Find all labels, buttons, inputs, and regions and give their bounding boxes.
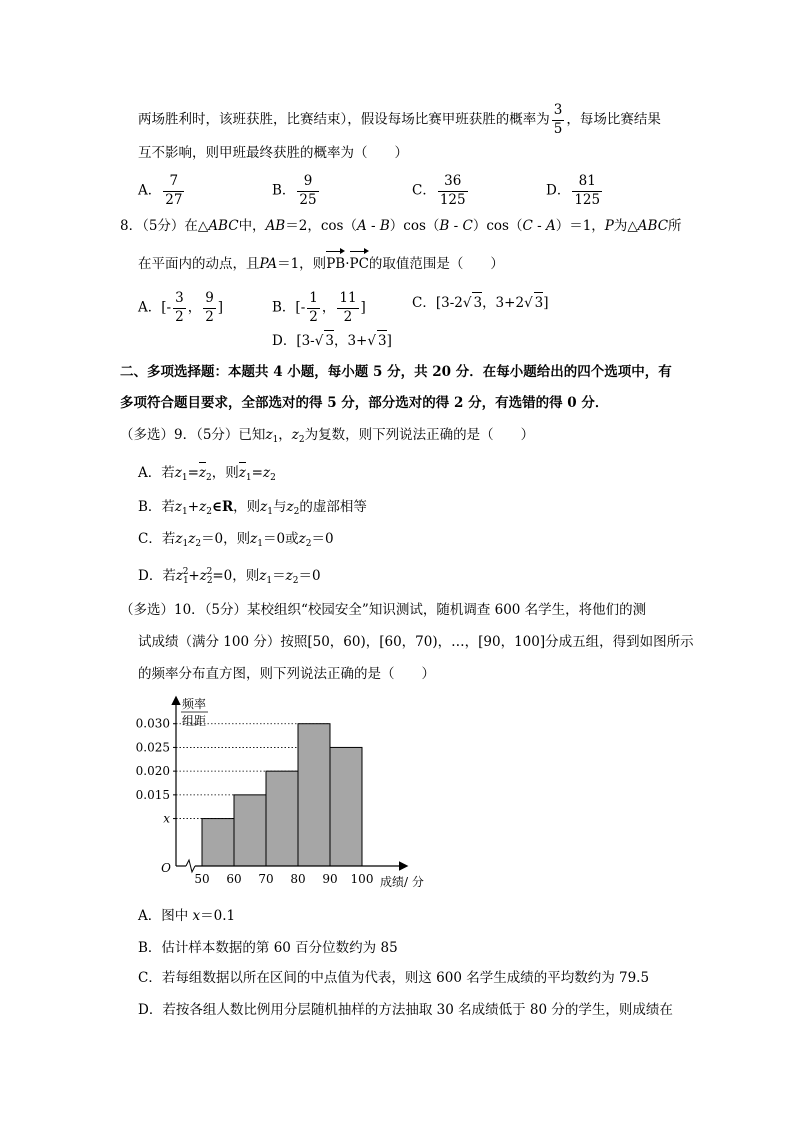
q8-text: 中， <box>238 218 266 234</box>
bracket: [ <box>161 299 167 316</box>
option-label: A．若 <box>138 465 175 481</box>
y-tick-label: 0.030 <box>135 716 170 731</box>
option-label: B． <box>138 940 162 956</box>
bracket: ] <box>360 299 366 316</box>
sqrt-radicand: 3 <box>472 292 482 313</box>
subscript: 2 <box>298 435 305 445</box>
frequency-histogram <box>130 690 460 895</box>
dot-operator: · <box>345 256 350 272</box>
y-tick-label: 0.020 <box>135 764 170 779</box>
option-text: [3-2 <box>435 295 463 311</box>
option-text: 图中 <box>161 908 193 924</box>
var-z: z <box>285 568 293 584</box>
subscript: 2 <box>293 507 300 517</box>
q9-option-a <box>138 462 276 488</box>
q8-var: P <box>604 218 614 234</box>
frac-denominator: 25 <box>299 191 317 208</box>
q7-option-a <box>138 175 186 207</box>
plus: + <box>188 568 200 584</box>
q8-text: 为△ <box>613 218 638 234</box>
option-label: B． <box>272 299 296 316</box>
subscript: 2 <box>195 539 202 549</box>
q9-option-d <box>138 562 321 591</box>
option-text: ＝0，则 <box>201 531 251 547</box>
frac-denominator: 2 <box>175 308 184 325</box>
var-z: z <box>174 499 183 515</box>
option-label: D．若 <box>138 568 176 584</box>
q8-text: ）cos（ <box>389 218 440 234</box>
option-label: D． <box>272 333 297 349</box>
frac-numerator: 3 <box>173 292 186 309</box>
var-z: z <box>250 531 258 547</box>
option-var: x <box>192 908 201 924</box>
q8-var: C <box>522 218 533 234</box>
q7-line2: 互不影响，则甲班最终获胜的概率为（ ） <box>138 145 408 161</box>
option-text: 若每组数据以所在区间的中点值为代表，则这 600 名学生成绩的平均数约为 79.5 <box>161 970 650 986</box>
conjugate <box>199 462 206 483</box>
var-z: z <box>188 531 196 547</box>
q8-var: C <box>462 218 473 234</box>
x-tick-label: 90 <box>322 872 338 886</box>
frac-numerator: 11 <box>337 292 358 309</box>
option-text: =0，则 <box>212 568 260 584</box>
q8-var: A <box>545 218 556 234</box>
option-text: ] <box>543 295 549 311</box>
q9-text: （多选）9．（5分）已知 <box>120 427 266 443</box>
histogram-bar <box>330 747 362 866</box>
q8-text: 的取值范围是（ ） <box>368 256 504 272</box>
sqrt-radicand: 3 <box>324 330 334 351</box>
option-label: C． <box>412 182 436 199</box>
frac-numerator: 9 <box>203 292 216 309</box>
fraction <box>163 175 184 207</box>
subscript: 2 <box>305 539 312 549</box>
option-text: + <box>187 499 200 515</box>
histogram-bar <box>266 771 298 866</box>
histogram-bar <box>234 795 266 866</box>
var-z: z <box>286 499 294 515</box>
section-2-header-line2: 多项符合题目要求，全部选对的得 5 分，部分选对的得 2 分，有选错的得 0 分． <box>120 395 609 411</box>
q9-text: ， <box>278 427 292 443</box>
q9-text: 为复数，则下列说法正确的是（ ） <box>304 427 535 443</box>
vector-pc: PC <box>350 250 369 274</box>
q8-var: AB <box>265 218 286 234</box>
q7-option-d <box>546 175 604 207</box>
option-label: D． <box>546 182 571 199</box>
subscript: 1 <box>182 507 188 517</box>
var-z: z <box>175 531 183 547</box>
q10-line1: （多选）10．（5分）某校组织“校园安全”知识测试，随机调查 600 名学生，将他们的测 <box>120 602 647 618</box>
subscript: 1 <box>257 539 264 549</box>
frac-numerator: 3 <box>552 104 565 121</box>
option-label: C． <box>138 970 162 986</box>
origin-label: O <box>161 861 171 875</box>
subscript: 2 <box>206 576 213 586</box>
q9-option-c <box>138 529 334 554</box>
var-z: z <box>238 465 246 481</box>
q7-option-c <box>412 175 470 207</box>
frac-denominator: 125 <box>439 191 466 208</box>
fraction <box>438 175 468 207</box>
option-text: ∈R <box>211 499 234 515</box>
subscript: 1 <box>267 507 274 517</box>
y-tick-label: 0.015 <box>135 787 170 802</box>
frac-numerator: 9 <box>297 175 318 192</box>
option-text: 估计样本数据的第 60 百分位数约为 85 <box>161 940 398 956</box>
option-text: 的虚部相等 <box>299 499 367 515</box>
var-z: z <box>265 427 273 443</box>
fraction <box>173 292 186 324</box>
subscript: 1 <box>182 539 189 549</box>
var-z: z <box>298 531 306 547</box>
option-label: C． <box>412 295 436 311</box>
q8-line2 <box>138 250 504 274</box>
frac-denominator: 27 <box>165 191 183 208</box>
var-z: z <box>198 465 207 481</box>
option-label: A． <box>138 299 162 316</box>
q8-option-c: C．[3-2√ 3，3+2√ 3] <box>412 292 549 313</box>
subscript: 1 <box>266 576 273 586</box>
fraction <box>297 175 318 207</box>
y-axis-label-top: 频率 <box>182 697 207 711</box>
var-z: z <box>199 499 207 515</box>
frac-denominator: 125 <box>574 191 601 208</box>
q8-text: - <box>532 218 546 234</box>
option-text: ] <box>386 333 392 349</box>
option-label: D． <box>138 1002 163 1018</box>
frac-denominator: 2 <box>205 308 214 325</box>
q8-text: ＝1，则 <box>277 256 327 272</box>
subscript: 2 <box>206 507 212 517</box>
q7-option-b <box>272 175 321 207</box>
x-tick-label: 50 <box>194 872 210 886</box>
subscript: 1 <box>245 473 252 483</box>
option-text: [3- <box>296 333 315 349</box>
q7-line1 <box>138 104 661 136</box>
q8-text: 所 <box>668 218 682 234</box>
q8-text: ＝2，cos（ <box>285 218 357 234</box>
q8-var: B <box>439 218 450 234</box>
frac-numerator: 36 <box>438 175 468 192</box>
option-text: ＝0 <box>298 568 321 584</box>
x-tick-label: 60 <box>226 872 242 886</box>
subscript: 2 <box>206 473 212 483</box>
equals: = <box>251 465 263 481</box>
var-z: z <box>199 568 207 584</box>
q7-text: 两场胜利时，该班获胜，比赛结束），假设每场比赛甲班获胜的概率为 <box>138 111 550 128</box>
var-z: z <box>262 465 271 481</box>
option-text: ＝ <box>272 568 286 584</box>
y-axis-label-bottom: 组距 <box>182 714 207 728</box>
option-label: C．若 <box>138 531 176 547</box>
superscript: 2 <box>182 567 189 577</box>
q8-var: ABC <box>208 218 239 234</box>
q8-text: - <box>449 218 463 234</box>
frac-denominator: 5 <box>553 120 563 137</box>
option-label: B．若 <box>138 499 175 515</box>
option-text: 与 <box>273 499 287 515</box>
var-z: z <box>260 499 268 515</box>
q10-option-a <box>138 906 235 926</box>
option-text: 若按各组人数比例用分层随机抽样的方法抽取 30 名成绩低于 80 分的学生，则成绩在 <box>162 1002 673 1018</box>
q8-var: PA <box>259 256 278 272</box>
option-text: ，3+2 <box>482 295 525 311</box>
histogram-bar <box>298 724 330 866</box>
q10-option-b <box>138 938 398 958</box>
histogram-bar <box>202 819 234 866</box>
bracket: [ <box>295 299 301 316</box>
y-tick-label: 0.025 <box>135 740 170 755</box>
fraction <box>572 175 602 207</box>
subscript: 1 <box>182 576 189 586</box>
q10-option-d <box>138 1000 673 1020</box>
var-z: z <box>259 568 267 584</box>
q8-text: 在平面内的动点，且 <box>138 256 260 272</box>
var-z: z <box>175 568 183 584</box>
q8-text: ）＝1， <box>555 218 605 234</box>
vector-pb: PB <box>326 250 345 274</box>
q8-option-d: D．[3-√ 3，3+√ 3] <box>272 330 392 351</box>
frac-numerator: 81 <box>572 175 602 192</box>
q8-option-b: B．[- $\frac{1}{2}$ ， $\frac{11}{2}$ ] <box>272 290 366 325</box>
option-text: ＝0.1 <box>200 908 236 924</box>
option-label: A． <box>138 908 162 924</box>
q9-stem <box>120 425 534 450</box>
frac-denominator: 2 <box>309 308 318 325</box>
q7-text: ，每场比赛结果 <box>566 111 661 128</box>
frac-numerator: 7 <box>163 175 184 192</box>
sqrt-radicand: 3 <box>377 330 387 351</box>
option-text: ，3+ <box>333 333 368 349</box>
subscript: 1 <box>181 473 188 483</box>
y-tick-label: x <box>163 811 170 826</box>
option-text: ，则 <box>211 465 239 481</box>
var-z: z <box>174 465 182 481</box>
bracket: ] <box>217 299 224 316</box>
conjugate <box>239 462 246 483</box>
subscript: 1 <box>272 435 279 445</box>
x-axis-label: 成绩/ 分 <box>380 875 424 889</box>
q8-line1 <box>120 216 682 236</box>
q8-text: - <box>366 218 380 234</box>
q8-text: 8．（5分）在△ <box>120 218 209 234</box>
x-tick-label: 80 <box>290 872 306 886</box>
q7-prob-fraction <box>552 104 565 136</box>
sqrt-radicand: 3 <box>534 292 544 313</box>
fraction <box>337 292 358 324</box>
frac-numerator: 1 <box>307 292 320 309</box>
subscript: 2 <box>292 576 299 586</box>
option-text: ，则 <box>233 499 261 515</box>
option-label: B． <box>272 182 296 199</box>
fraction <box>307 292 320 324</box>
axis-break <box>186 860 195 872</box>
q9-option-b <box>138 497 367 522</box>
q10-option-c <box>138 968 649 988</box>
frac-denominator: 2 <box>343 308 353 325</box>
x-tick-label: 100 <box>350 872 374 886</box>
q8-var: B <box>379 218 390 234</box>
superscript: 2 <box>206 567 213 577</box>
section-2-header-line1: 二、多项选择题：本题共 4 小题，每小题 5 分，共 20 分．在每小题给出的四个选项中，有 <box>120 364 672 380</box>
option-text: ＝0或 <box>263 531 299 547</box>
option-text: ＝0 <box>311 531 334 547</box>
subscript: 2 <box>270 473 276 483</box>
var-z: z <box>291 427 299 443</box>
x-tick-label: 70 <box>258 872 274 886</box>
q8-var: A <box>356 218 367 234</box>
q10-line2: 试成绩（满分 100 分）按照[50，60)，[60，70)，…，[90，100]分成五组，得到如图所示 <box>138 634 694 650</box>
fraction <box>203 292 216 324</box>
q8-var: ABC <box>637 218 669 234</box>
q8-option-a: A．[- $\frac{3}{2}$ ， $\frac{9}{2}$ ] <box>138 290 224 325</box>
equals: = <box>187 465 199 481</box>
option-label: A． <box>138 182 162 199</box>
q10-line3: 的频率分布直方图，则下列说法正确的是（ ） <box>138 666 435 682</box>
q8-text: ）cos（ <box>472 218 523 234</box>
